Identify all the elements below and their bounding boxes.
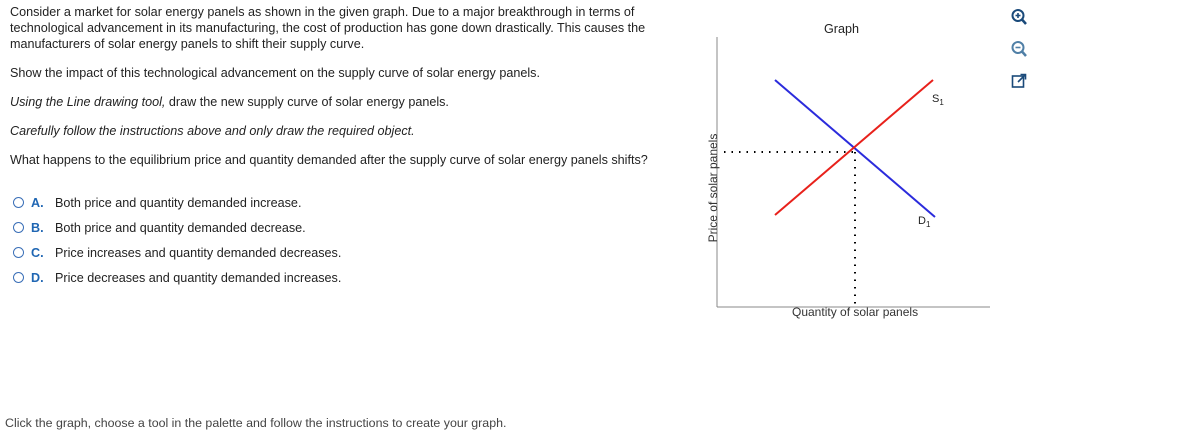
option-c[interactable]: [13, 240, 341, 265]
option-d[interactable]: [13, 265, 341, 290]
option-letter: C.: [31, 245, 44, 260]
x-axis-label: Quantity of solar panels: [792, 305, 919, 319]
expand-button[interactable]: [1007, 69, 1031, 93]
tool-instruction-prefix: Using the Line drawing tool,: [10, 95, 166, 109]
what-happens-question: What happens to the equilibrium price and quantity demanded after the supply curve of solar energy panels shifts?: [10, 153, 648, 167]
option-text: Both price and quantity demanded increase.: [55, 195, 302, 210]
radio-c[interactable]: [13, 247, 24, 258]
question-intro: Consider a market for solar energy panels as shown in the given graph. Due to a major breakthrough in terms of technological advancement in its manufacturing, the cost of production has gone down drastically. This causes the manufacturers of solar energy panels to shift their supply curve.: [10, 5, 646, 51]
answer-options: [13, 190, 341, 290]
radio-d[interactable]: [13, 272, 24, 283]
option-text: Price decreases and quantity demanded increases.: [55, 270, 342, 285]
option-letter: B.: [31, 220, 44, 235]
graph-canvas[interactable]: [700, 15, 1000, 325]
graph-toolbar: [1007, 5, 1031, 101]
radio-b[interactable]: [13, 222, 24, 233]
zoom-out-button[interactable]: [1007, 37, 1031, 61]
y-axis-label: Price of solar panels: [706, 133, 720, 243]
demand-label-sub: 1: [925, 220, 931, 230]
option-b[interactable]: [13, 215, 341, 240]
zoom-out-icon: [1010, 40, 1028, 58]
expand-icon: [1011, 73, 1027, 89]
show-impact-text: Show the impact of this technological advancement on the supply curve of solar energy panels.: [10, 66, 540, 80]
tool-instruction-rest: draw the new supply curve of solar energy panels.: [165, 95, 449, 109]
zoom-in-button[interactable]: [1007, 5, 1031, 29]
demand-curve-d1[interactable]: [775, 80, 935, 217]
option-text: Price increases and quantity demanded decreases.: [55, 245, 342, 260]
demand-label: [918, 215, 930, 229]
careful-instruction: Carefully follow the instructions above and only draw the required object.: [10, 124, 415, 138]
option-a[interactable]: [13, 190, 341, 215]
footer-instruction: Click the graph, choose a tool in the palette and follow the instructions to create your graph.: [5, 416, 507, 430]
graph-area[interactable]: [700, 15, 1000, 325]
radio-a[interactable]: [13, 197, 24, 208]
option-letter: A.: [31, 195, 44, 210]
question-panel: [10, 4, 680, 52]
zoom-in-icon: [1010, 8, 1028, 26]
option-text: Both price and quantity demanded decrease.: [55, 220, 306, 235]
supply-label-sub: 1: [939, 98, 944, 108]
supply-label: [932, 93, 944, 107]
graph-title: Graph: [824, 22, 860, 36]
supply-label-main: S: [932, 93, 940, 105]
option-letter: D.: [31, 270, 44, 285]
tool-instruction: [10, 95, 449, 109]
demand-label-main: D: [918, 215, 926, 227]
